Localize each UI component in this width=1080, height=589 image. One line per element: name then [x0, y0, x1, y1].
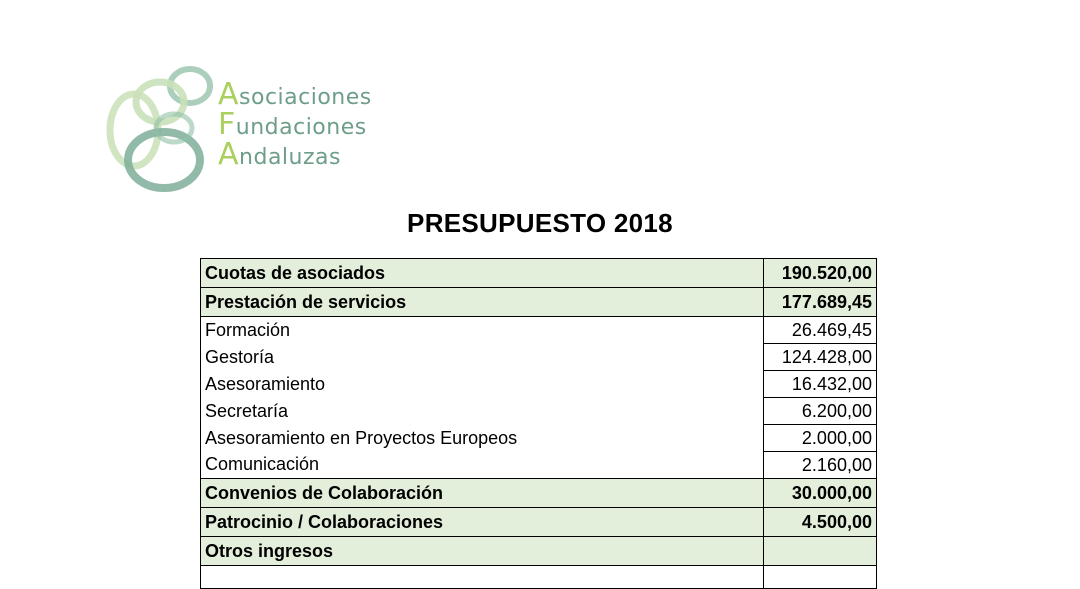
- row-amount: 2.160,00: [764, 452, 877, 479]
- logo-rings-icon: [104, 62, 224, 202]
- table-row: [201, 452, 877, 479]
- table-row: [201, 425, 877, 452]
- row-amount: 2.000,00: [764, 425, 877, 452]
- logo-wordmark: [218, 77, 372, 172]
- row-label: Secretaría: [201, 398, 764, 425]
- row-label: [201, 566, 764, 589]
- row-label: Prestación de servicios: [201, 288, 764, 317]
- row-amount: 190.520,00: [764, 259, 877, 288]
- row-amount: 6.200,00: [764, 398, 877, 425]
- table-row: [201, 566, 877, 589]
- row-label: Cuotas de asociados: [201, 259, 764, 288]
- logo-line-2: Fundaciones: [218, 107, 367, 142]
- organization-logo: [104, 62, 394, 202]
- budget-table: [200, 258, 877, 589]
- row-label: Asesoramiento en Proyectos Europeos: [201, 425, 764, 452]
- row-label: Asesoramiento: [201, 371, 764, 398]
- table-row: [201, 317, 877, 344]
- row-amount: 4.500,00: [764, 508, 877, 537]
- table-row: [201, 398, 877, 425]
- row-label: Convenios de Colaboración: [201, 479, 764, 508]
- document-title: PRESUPUESTO 2018: [407, 208, 673, 238]
- table-row: [201, 479, 877, 508]
- table-row: [201, 344, 877, 371]
- row-amount: 30.000,00: [764, 479, 877, 508]
- row-label: Comunicación: [201, 452, 764, 479]
- table-row: [201, 288, 877, 317]
- row-amount: [764, 566, 877, 589]
- row-amount: 26.469,45: [764, 317, 877, 344]
- table-row: [201, 371, 877, 398]
- logo-line-1: Asociaciones: [218, 77, 372, 112]
- row-label: Gestoría: [201, 344, 764, 371]
- row-amount: 124.428,00: [764, 344, 877, 371]
- table-row: [201, 508, 877, 537]
- logo-line-3: Andaluzas: [218, 137, 341, 172]
- row-label: Formación: [201, 317, 764, 344]
- row-amount: [764, 537, 877, 566]
- row-label: Patrocinio / Colaboraciones: [201, 508, 764, 537]
- row-label: Otros ingresos: [201, 537, 764, 566]
- row-amount: 16.432,00: [764, 371, 877, 398]
- budget-table-body: [201, 259, 877, 589]
- table-row: [201, 537, 877, 566]
- row-amount: 177.689,45: [764, 288, 877, 317]
- table-row: [201, 259, 877, 288]
